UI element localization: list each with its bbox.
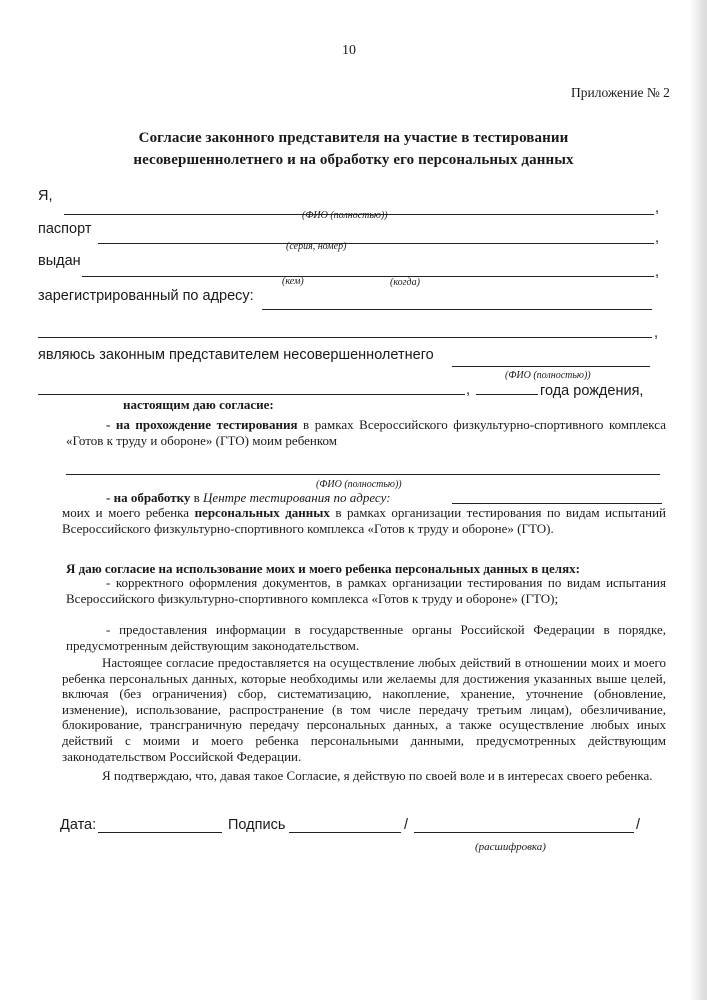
field-label-issued: выдан [38, 253, 81, 269]
document-title-line1: Согласие законного представителя на участие в тестировании [138, 130, 569, 146]
processing-line [106, 490, 391, 506]
actions-paragraph: Настоящее согласие предоставляется на осуществление любых действий в отношении моих и моего ребенка персональных данных, которые необходимы или желаемы для достижения указанных выше целей, включая (без ограничения) сбор, систематизацию, накопление, хранение, уточнение (обновление, изменение), использование, распространение (в том числе передачу третьим лицам), обезличивание, блокирование, трансграничную передачу персональных данных, а также осуществление любых иных действий с моими и моего ребенка персональными данными, предусмотренных действующим законодательством Российской Федерации. [62, 655, 666, 764]
processing-paragraph [62, 505, 666, 536]
child-fio-hint: (ФИО (полностью)) [316, 479, 402, 490]
address-line-2[interactable] [38, 337, 652, 338]
minor-fio-line-2[interactable] [38, 394, 465, 395]
confirm-paragraph: Я подтверждаю, что, давая такое Согласие, я действую по своей воле и в интересах своего ребенка. [102, 768, 653, 783]
child-fio-line[interactable] [66, 474, 660, 475]
passport-line[interactable] [98, 243, 654, 244]
comma: , [654, 325, 659, 341]
testing-paragraph [66, 417, 666, 448]
decode-line[interactable] [414, 832, 634, 833]
date-label: Дата: [60, 817, 97, 833]
signature-line[interactable] [289, 832, 401, 833]
series-hint: (серия, номер) [286, 241, 347, 252]
processing-text-a: моих и моего ребенка [62, 505, 190, 520]
decode-hint: (расшифровка) [475, 841, 546, 853]
field-label-legal-rep: являюсь законным представителем несовершеннолетнего [38, 347, 434, 363]
testing-text: в рамках Всероссийского физкультурно-спортивного комплекса «Готов к труду и обороне» (ГТО) моим ребенком [66, 417, 666, 448]
field-label-passport: паспорт [38, 221, 92, 237]
field-label-ya: Я, [38, 188, 53, 204]
birth-year-label: года рождения, [540, 383, 644, 399]
issued-line[interactable] [82, 276, 654, 277]
comma: , [655, 264, 660, 280]
scan-edge-shadow [689, 0, 707, 1000]
attachment-label: Приложение № 2 [571, 85, 670, 100]
slash-left: / [404, 817, 409, 833]
purpose-1: - корректного оформления документов, в рамках организации тестирования по видам испытания Всероссийского физкультурно-спортивного комплекса «Готов к труду и обороне» (ГТО); [66, 575, 666, 606]
signature-label: Подпись [228, 817, 286, 833]
give-consent-label: настоящим даю согласие: [123, 397, 274, 412]
fio-hint: (ФИО (полностью)) [302, 210, 388, 221]
date-line[interactable] [98, 832, 222, 833]
comma: , [466, 382, 471, 398]
minor-fio-hint: (ФИО (полностью)) [505, 370, 591, 381]
document-title-line2: несовершеннолетнего и на обработку его персональных данных [133, 152, 574, 168]
processing-prefix: - на обработку [106, 490, 191, 505]
page-number: 10 [342, 43, 356, 58]
testing-prefix: - на прохождение тестирования [106, 417, 298, 432]
comma: , [655, 200, 660, 216]
center-address-line[interactable] [452, 503, 662, 504]
birth-year-line[interactable] [476, 394, 538, 395]
field-label-registered: зарегистрированный по адресу: [38, 288, 254, 304]
when-hint: (когда) [390, 277, 420, 288]
minor-fio-line[interactable] [452, 366, 650, 367]
purpose-2: - предоставления информации в государственные органы Российской Федерации в порядке, предусмотренным действующим законодательством. [66, 622, 666, 653]
by-whom-hint: (кем) [282, 276, 304, 287]
purposes-title: Я даю согласие на использование моих и моего ребенка персональных данных в целях: [66, 561, 580, 576]
processing-in: в [193, 490, 200, 505]
processing-text-b: в рамках организации тестирования по видам испытаний Всероссийского физкультурно-спортивного комплекса «Готов к труду и обороне» (ГТО). [62, 505, 666, 536]
slash-right: / [636, 817, 641, 833]
address-line-1[interactable] [262, 309, 652, 310]
processing-pd: персональных данных [194, 505, 330, 520]
comma: , [655, 230, 660, 246]
processing-center: Центре тестирования по адресу: [203, 490, 391, 505]
